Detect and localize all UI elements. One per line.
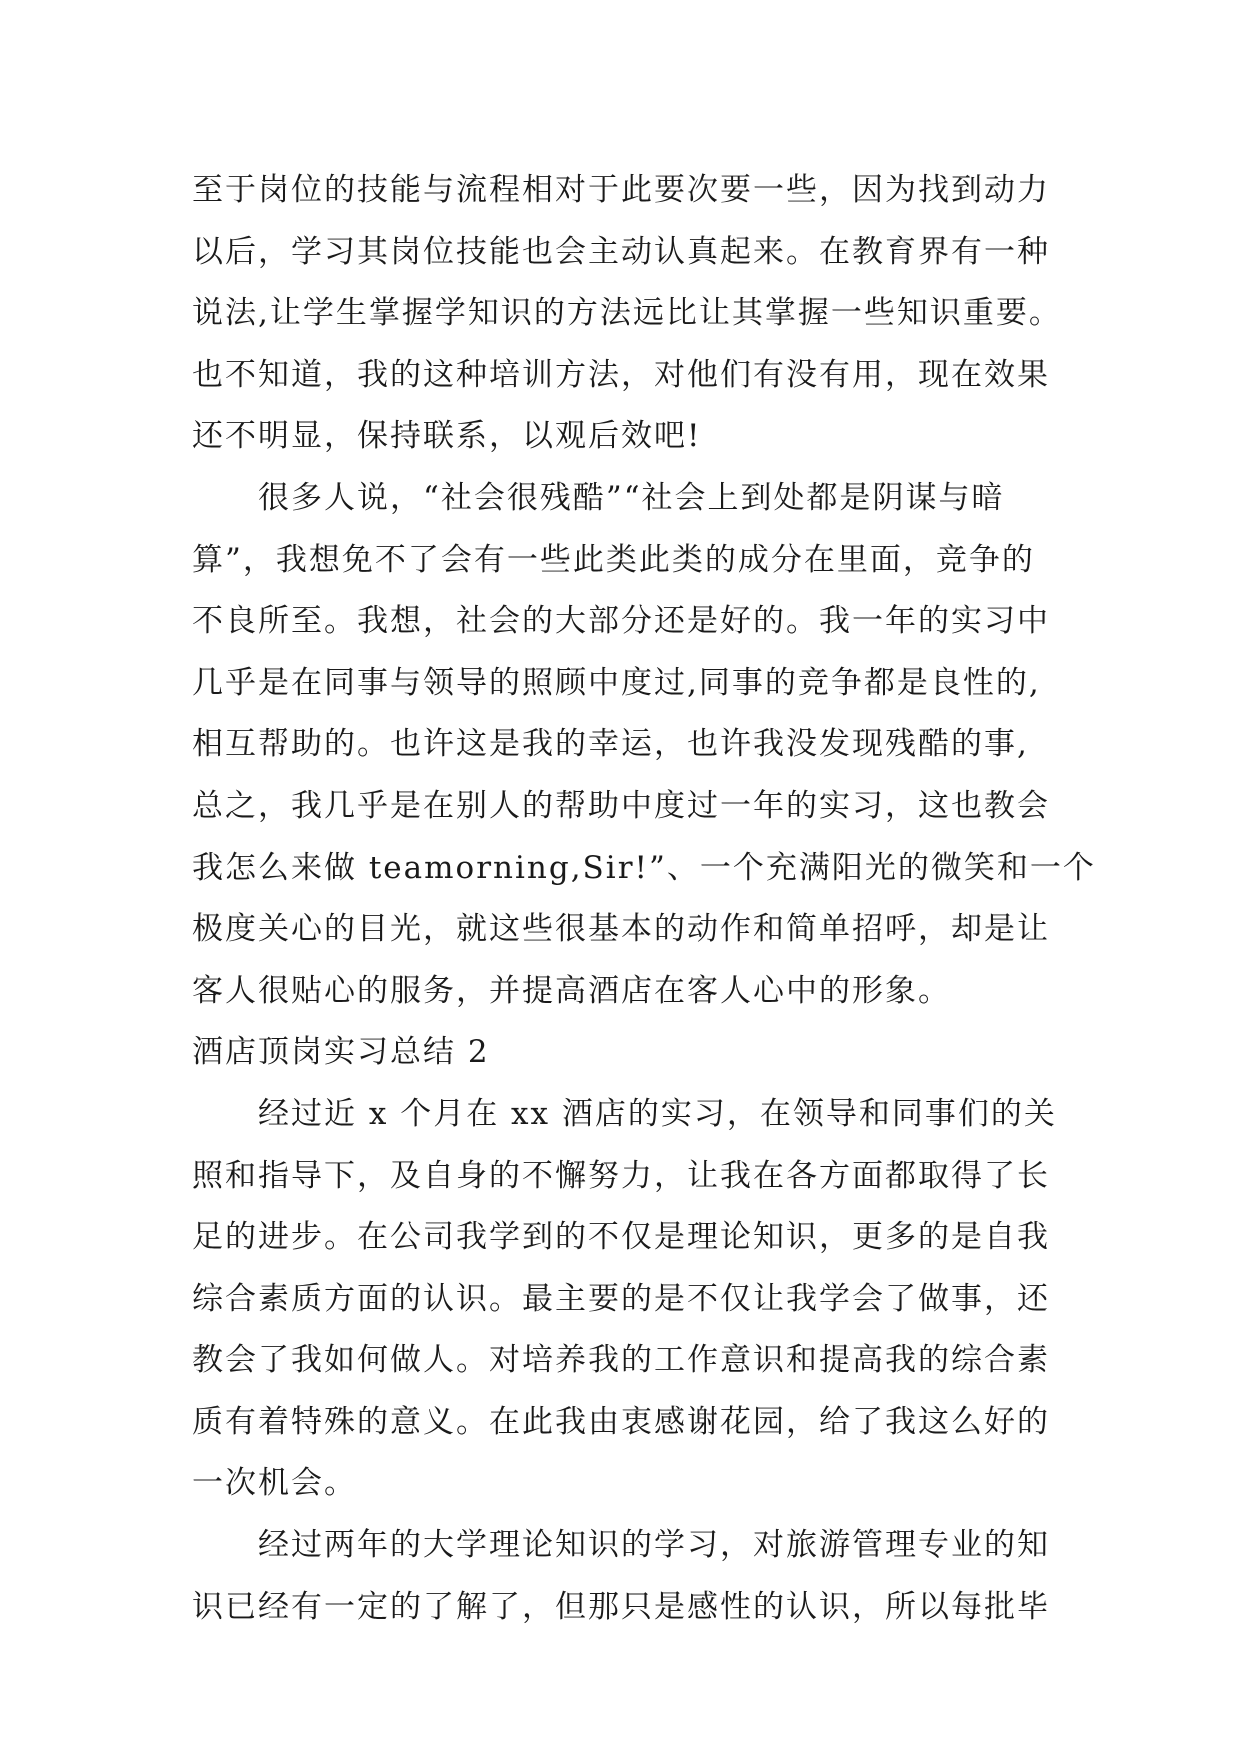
text-line: 说法,让学生掌握学知识的方法远比让其掌握一些知识重要。 <box>192 295 1062 332</box>
text-line: 以后，学习其岗位技能也会主动认真起来。在教育界有一种 <box>192 233 1050 270</box>
text-line: 识已经有一定的了解了，但那只是感性的认识，所以每批毕 <box>192 1588 1050 1625</box>
text-line: 综合素质方面的认识。最主要的是不仅让我学会了做事，还 <box>192 1280 1050 1317</box>
text-line: 照和指导下，及自身的不懈努力，让我在各方面都取得了长 <box>192 1157 1050 1194</box>
paragraph-first-line: 很多人说，“社会很残酷”“社会上到处都是阴谋与暗 <box>258 479 1005 516</box>
paragraph-first-line: 经过两年的大学理论知识的学习，对旅游管理专业的知 <box>258 1527 1050 1564</box>
text-line: 算”，我想免不了会有一些此类此类的成分在里面，竞争的 <box>192 541 1035 578</box>
document-body <box>192 160 1096 1638</box>
text-line: 质有着特殊的意义。在此我由衷感谢花园，给了我这么好的 <box>192 1403 1050 1440</box>
text-line: 我怎么来做 teamorning,Sir!”、一个充满阳光的微笑和一个 <box>192 849 1096 886</box>
text-line: 极度关心的目光，就这些很基本的动作和简单招呼，却是让 <box>192 911 1050 948</box>
paragraph-first-line: 经过近 x 个月在 xx 酒店的实习，在领导和同事们的关 <box>258 1095 1057 1132</box>
text-line: 不良所至。我想，社会的大部分还是好的。我一年的实习中 <box>192 603 1050 640</box>
text-line: 也不知道，我的这种培训方法，对他们有没有用，现在效果 <box>192 356 1050 393</box>
text-line: 客人很贴心的服务，并提高酒店在客人心中的形象。 <box>192 972 951 1009</box>
text-line: 教会了我如何做人。对培养我的工作意识和提高我的综合素 <box>192 1342 1050 1379</box>
text-line: 总之，我几乎是在别人的帮助中度过一年的实习，这也教会 <box>192 787 1050 824</box>
text-line: 几乎是在同事与领导的照顾中度过,同事的竞争都是良性的, <box>192 664 1041 701</box>
text-line: 足的进步。在公司我学到的不仅是理论知识，更多的是自我 <box>192 1219 1050 1256</box>
text-line: 至于岗位的技能与流程相对于此要次要一些，因为找到动力 <box>192 172 1050 208</box>
text-line: 一次机会。 <box>192 1465 357 1502</box>
text-line: 相互帮助的。也许这是我的幸运，也许我没发现残酷的事, <box>192 726 1029 763</box>
text-line: 还不明显，保持联系，以观后效吧! <box>192 418 702 455</box>
section-heading: 酒店顶岗实习总结 2 <box>192 1034 490 1071</box>
